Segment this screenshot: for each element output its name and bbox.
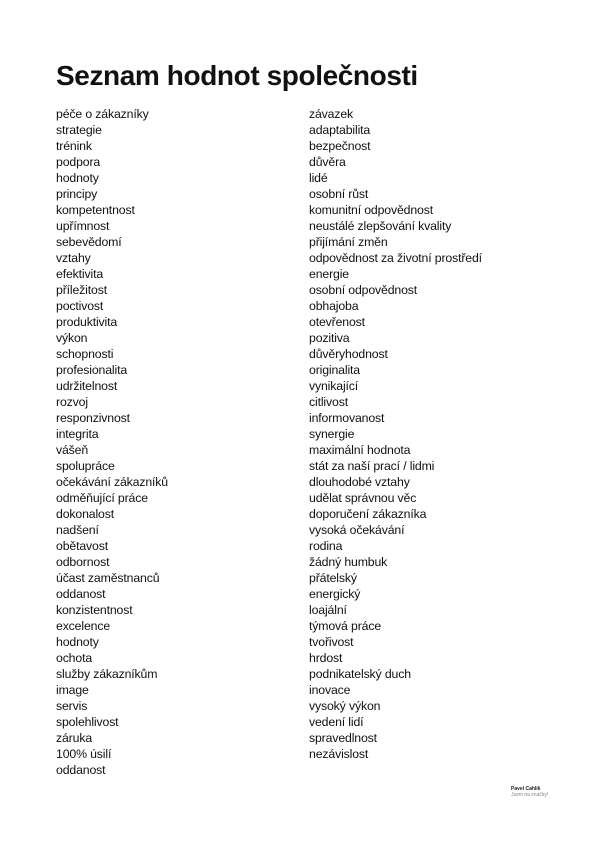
list-item: neustálé zlepšování kvality [309, 219, 452, 233]
list-item: integrita [56, 427, 99, 441]
list-item: maximální hodnota [309, 443, 411, 457]
list-item: vášeň [56, 443, 89, 457]
list-item: přijímání změn [309, 235, 388, 249]
list-item: spolehlivost [56, 715, 119, 729]
list-item: odpovědnost za životní prostředí [309, 251, 482, 265]
list-item: spravedlnost [309, 731, 377, 745]
list-item: komunitní odpovědnost [309, 203, 434, 217]
author-signature [511, 786, 548, 798]
list-item: obětavost [56, 539, 108, 553]
list-item: hodnoty [56, 171, 99, 185]
list-item: energie [309, 267, 349, 281]
list-item: otevřenost [309, 315, 365, 329]
list-item: příležitost [56, 283, 107, 297]
list-item: bezpečnost [309, 139, 371, 153]
list-item: vedení lidí [309, 715, 364, 729]
list-item: vysoký výkon [309, 699, 381, 713]
list-item: vysoká očekávání [309, 523, 405, 537]
list-item: 100% úsilí [56, 747, 112, 761]
list-item: image [56, 683, 89, 697]
list-item: podpora [56, 155, 101, 169]
list-item: oddanost [56, 763, 106, 777]
list-item: dlouhodobé vztahy [309, 475, 410, 489]
list-item: služby zákazníkům [56, 667, 158, 681]
list-item: udržitelnost [56, 379, 118, 393]
list-item: energický [309, 587, 361, 601]
list-item: efektivita [56, 267, 104, 281]
list-item: produktivita [56, 315, 118, 329]
list-item: originalita [309, 363, 360, 377]
list-item: doporučení zákazníka [309, 507, 427, 521]
list-item: inovace [309, 683, 351, 697]
list-item: účast zaměstnanců [56, 571, 160, 585]
list-item: strategie [56, 123, 102, 137]
author-name: Pavel Cahlík [511, 786, 541, 792]
list-item: osobní odpovědnost [309, 283, 418, 297]
list-item: spolupráce [56, 459, 115, 473]
list-item: tvořivost [309, 635, 354, 649]
list-item: excelence [56, 619, 111, 633]
list-item: ochota [56, 651, 93, 665]
list-item: konzistentnost [56, 603, 133, 617]
list-item: hrdost [309, 651, 343, 665]
list-item: odbornost [56, 555, 110, 569]
list-item: upřímnost [56, 219, 110, 233]
list-item: dokonalost [56, 507, 114, 521]
list-item: citlivost [309, 395, 348, 409]
list-item: výkon [56, 331, 88, 345]
page-title: Seznam hodnot společnosti [56, 60, 418, 91]
list-item: poctivost [56, 299, 104, 313]
list-item: obhajoba [309, 299, 359, 313]
list-item: principy [56, 187, 98, 201]
list-item: udělat správnou věc [309, 491, 417, 505]
left-value-list [56, 106, 168, 778]
list-item: oddanost [56, 587, 106, 601]
list-item: osobní růst [309, 187, 369, 201]
list-item: nezávislost [309, 747, 369, 761]
list-item: žádný humbuk [309, 555, 388, 569]
list-item: vynikající [309, 379, 359, 393]
list-item: důvěryhodnost [309, 347, 388, 361]
list-item: schopnosti [56, 347, 114, 361]
list-item: záruka [56, 731, 93, 745]
list-item: loajální [309, 603, 347, 617]
list-item: trénink [56, 139, 92, 153]
list-item: hodnoty [56, 635, 99, 649]
list-item: důvěra [309, 155, 346, 169]
list-item: adaptabilita [309, 123, 371, 137]
list-item: rozvoj [56, 395, 88, 409]
list-item: responzivnost [56, 411, 130, 425]
list-item: péče o zákazníky [56, 107, 149, 121]
list-item: očekávání zákazníků [56, 475, 168, 489]
right-value-list [309, 106, 482, 762]
list-item: týmová práce [309, 619, 382, 633]
list-item: závazek [309, 107, 354, 121]
list-item: servis [56, 699, 88, 713]
list-item: rodina [309, 539, 343, 553]
list-item: stát za naší prací / lidmi [309, 459, 435, 473]
list-item: podnikatelský duch [309, 667, 411, 681]
list-item: informovanost [309, 411, 385, 425]
list-item: vztahy [56, 251, 91, 265]
list-item: synergie [309, 427, 355, 441]
list-item: profesionalita [56, 363, 128, 377]
list-item: nadšení [56, 523, 99, 537]
list-item: pozitiva [309, 331, 350, 345]
list-item: odměňující práce [56, 491, 148, 505]
list-item: lidé [309, 171, 328, 185]
list-item: sebevědomí [56, 235, 122, 249]
list-item: přátelský [309, 571, 357, 585]
list-item: kompetentnost [56, 203, 135, 217]
author-tagline: Jsem na značky! [511, 792, 549, 798]
